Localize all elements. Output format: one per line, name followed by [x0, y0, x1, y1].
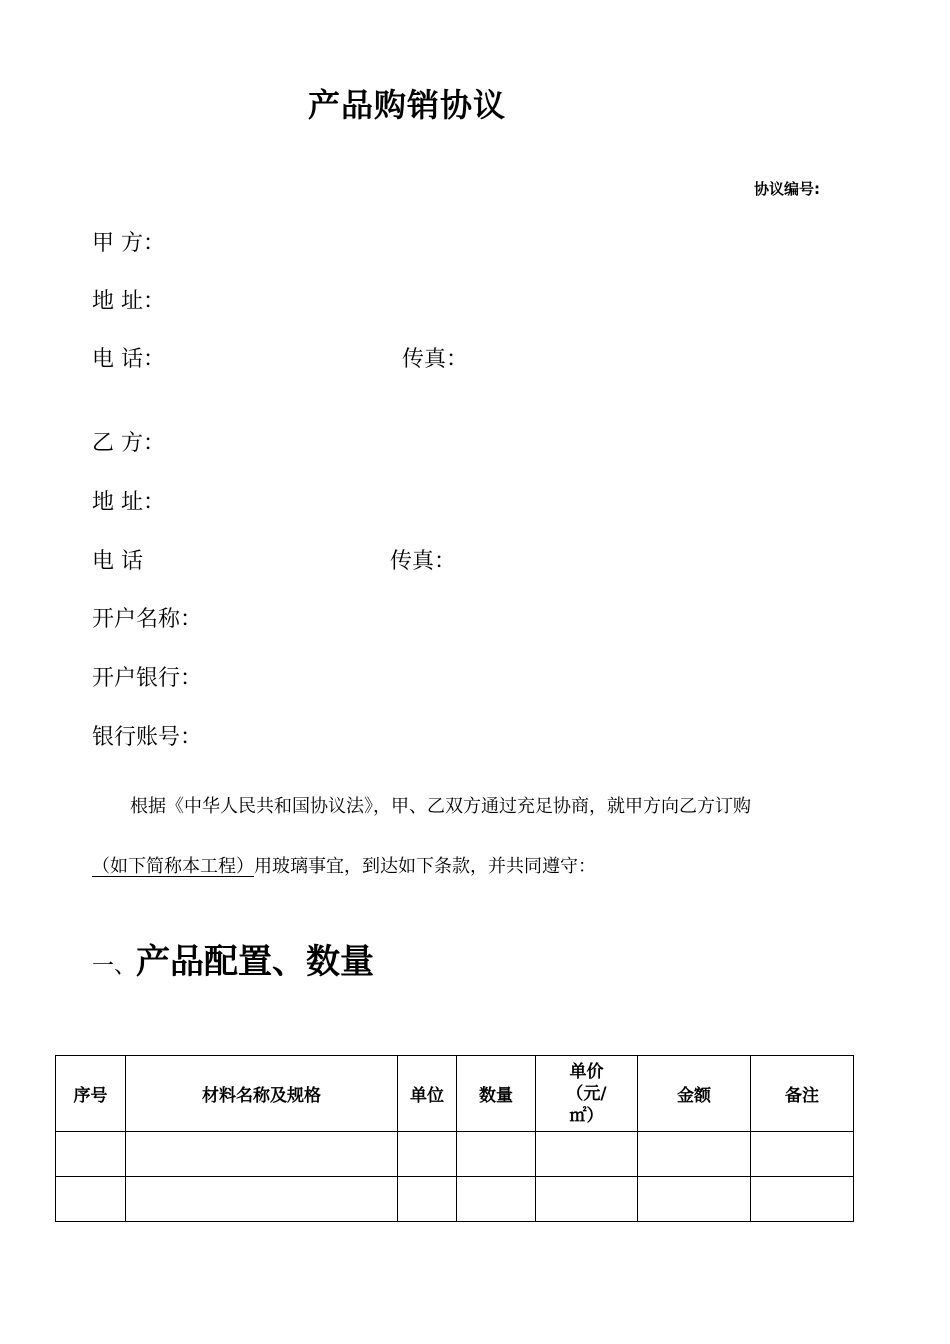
table-row: [56, 1177, 854, 1222]
account-name-label: 开户名称：: [92, 607, 203, 632]
table-cell: [126, 1177, 398, 1222]
table-cell: [398, 1177, 457, 1222]
header-price-line-3: ㎡）: [569, 1105, 604, 1126]
table-cell: [457, 1177, 536, 1222]
header-remark: 备注: [751, 1056, 854, 1132]
project-name-blank: （如下简称本工程）: [92, 856, 254, 877]
header-amount: 金额: [638, 1056, 751, 1132]
preamble-line-2-text: 用玻璃事宜，到达如下条款，并共同遵守：: [254, 856, 596, 877]
table-cell: [56, 1132, 126, 1177]
table-header-row: [56, 1056, 854, 1132]
section-1-title: 产品配置、数量: [136, 942, 375, 982]
party-a-phone-label: 电 话：: [92, 347, 165, 372]
table-cell: [638, 1177, 751, 1222]
party-b-address-label: 地 址：: [92, 490, 165, 515]
bank-name-label: 开户银行：: [92, 666, 203, 691]
agreement-number-label: 协议编号:: [754, 180, 820, 198]
table-cell: [638, 1132, 751, 1177]
table-cell: [536, 1132, 638, 1177]
preamble-line-2: [92, 852, 596, 878]
table-cell: [751, 1132, 854, 1177]
header-index: 序号: [56, 1056, 126, 1132]
section-1-number: 一、: [92, 954, 137, 979]
page-title: 产品购销协议: [308, 86, 507, 124]
party-b-name-label: 乙 方：: [92, 431, 165, 456]
table-cell: [126, 1132, 398, 1177]
preamble-line-1: 根据《中华人民共和国协议法》，甲、乙双方通过充足协商，就甲方向乙方订购: [130, 796, 751, 817]
header-price-line-1: 单价: [569, 1061, 604, 1082]
section-1-heading: [92, 934, 374, 983]
table-cell: [56, 1177, 126, 1222]
party-a-name-label: 甲 方：: [92, 231, 165, 256]
table-cell: [751, 1177, 854, 1222]
party-b-phone-label: 电 话: [92, 549, 143, 574]
bank-account-label: 银行账号：: [92, 725, 203, 750]
party-a-address-label: 地 址：: [92, 289, 165, 314]
party-b-fax-label: 传真：: [390, 549, 457, 574]
table-cell: [398, 1132, 457, 1177]
table-cell: [457, 1132, 536, 1177]
table-cell: [536, 1177, 638, 1222]
header-quantity: 数量: [457, 1056, 536, 1132]
header-unit: 单位: [398, 1056, 457, 1132]
header-unit-price: [536, 1056, 638, 1132]
table-row: [56, 1132, 854, 1177]
header-price-line-2: （元/: [566, 1083, 607, 1104]
header-material: 材料名称及规格: [126, 1056, 398, 1132]
product-table: [55, 1055, 854, 1222]
party-a-fax-label: 传真：: [402, 347, 469, 372]
